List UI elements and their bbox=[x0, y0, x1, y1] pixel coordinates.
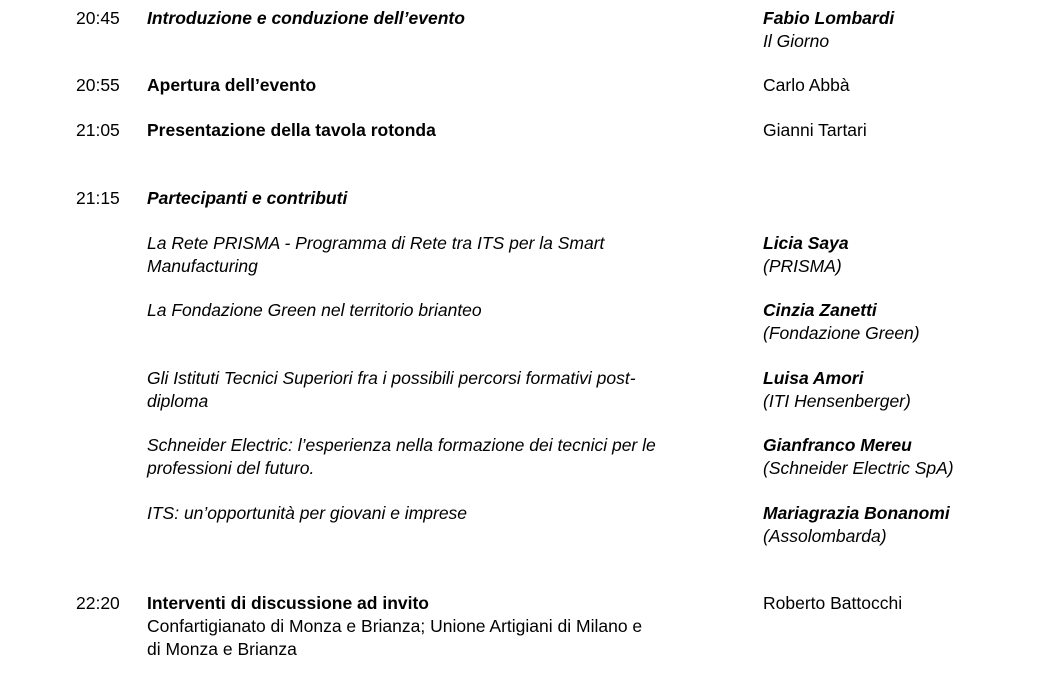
speaker-affiliation: (Schneider Electric SpA) bbox=[763, 458, 954, 478]
speaker-affiliation: (Assolombarda) bbox=[763, 526, 887, 546]
agenda-time: 20:45 bbox=[76, 8, 120, 28]
speaker-name: Cinzia Zanetti bbox=[763, 300, 877, 320]
agenda-title: Apertura dell’evento bbox=[147, 75, 317, 95]
speaker-name: Carlo Abbà bbox=[763, 75, 850, 95]
contribution-title: La Fondazione Green nel territorio brianteo bbox=[147, 300, 482, 320]
speaker-name: Mariagrazia Bonanomi bbox=[763, 503, 950, 523]
contribution-title: diploma bbox=[147, 391, 209, 411]
contribution-title: ITS: un’opportunità per giovani e imprese bbox=[147, 503, 468, 523]
contribution-title: professioni del futuro. bbox=[147, 458, 315, 478]
contribution-title: La Rete PRISMA - Programma di Rete tra ITS per la Smart bbox=[147, 233, 605, 253]
agenda-title: Partecipanti e contributi bbox=[147, 188, 348, 208]
contribution-title: Schneider Electric: l’esperienza nella formazione dei tecnici per le bbox=[147, 435, 656, 455]
speaker-name: Fabio Lombardi bbox=[763, 8, 895, 28]
agenda-time: 21:15 bbox=[76, 188, 120, 208]
agenda-time: 22:20 bbox=[76, 593, 120, 613]
agenda-subtitle: Confartigianato di Monza e Brianza; Unione Artigiani di Milano e bbox=[147, 616, 643, 636]
agenda-title: Introduzione e conduzione dell’evento bbox=[147, 8, 465, 28]
contribution-title: Gli Istituti Tecnici Superiori fra i possibili percorsi formativi post- bbox=[147, 368, 636, 388]
speaker-affiliation: (ITI Hensenberger) bbox=[763, 391, 911, 411]
contribution-title: Manufacturing bbox=[147, 256, 258, 276]
speaker-affiliation: (PRISMA) bbox=[763, 256, 842, 276]
speaker-name: Gianfranco Mereu bbox=[763, 435, 912, 455]
agenda-title: Presentazione della tavola rotonda bbox=[147, 120, 436, 140]
speaker-name: Gianni Tartari bbox=[763, 120, 867, 140]
speaker-name: Luisa Amori bbox=[763, 368, 864, 388]
speaker-name: Licia Saya bbox=[763, 233, 849, 253]
agenda-time: 21:05 bbox=[76, 120, 120, 140]
speaker-affiliation: (Fondazione Green) bbox=[763, 323, 920, 343]
speaker-name: Roberto Battocchi bbox=[763, 593, 903, 613]
speaker-affiliation: Il Giorno bbox=[763, 31, 830, 51]
agenda-title: Interventi di discussione ad invito bbox=[147, 593, 429, 613]
agenda-time: 20:55 bbox=[76, 75, 120, 95]
agenda-subtitle: di Monza e Brianza bbox=[147, 639, 297, 659]
